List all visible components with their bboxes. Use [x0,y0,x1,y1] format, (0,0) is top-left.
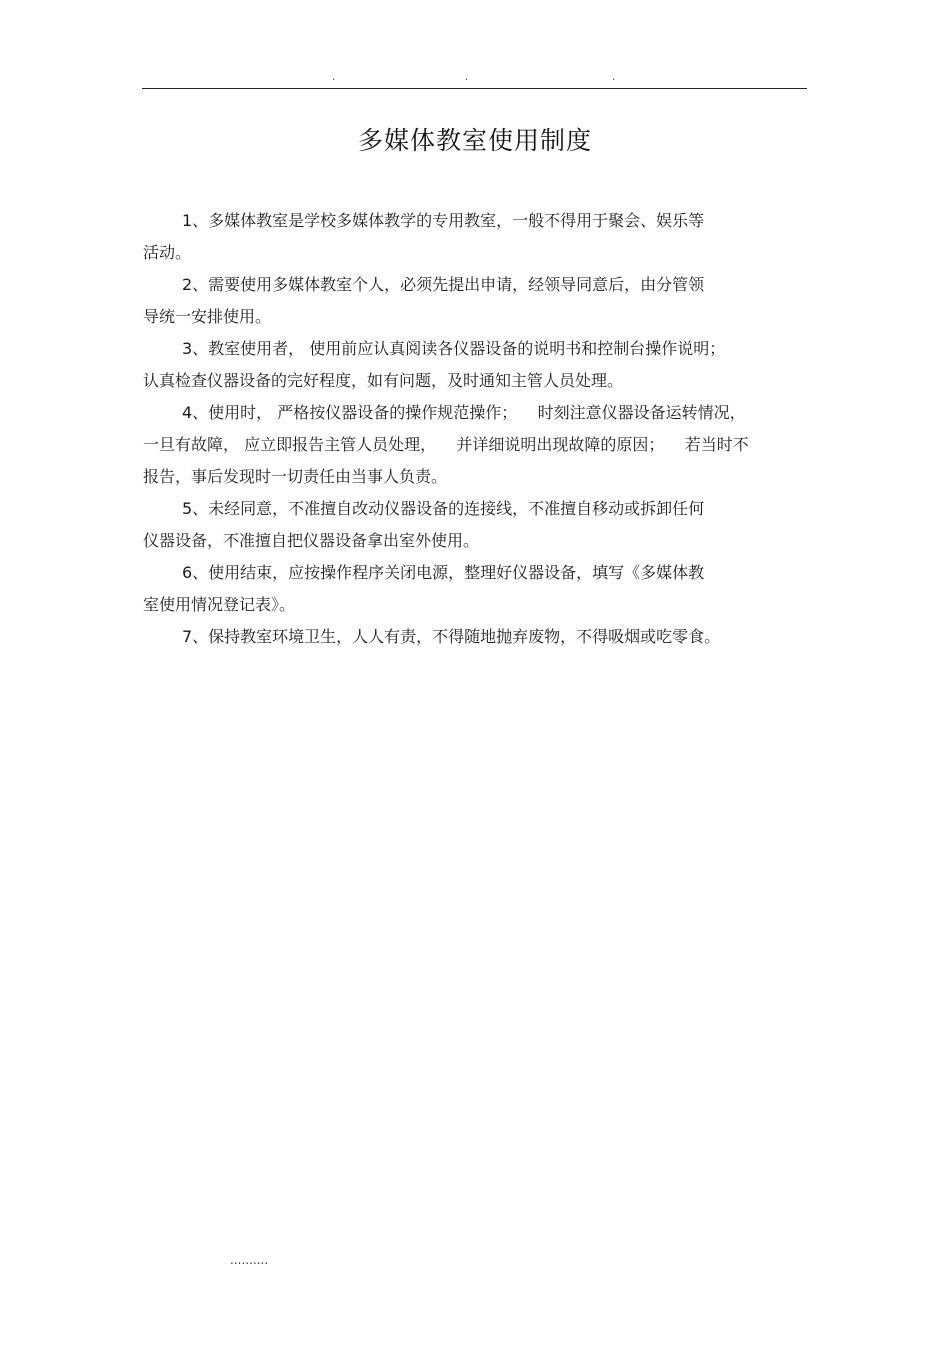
paragraph-line: 报告，事后发现时一切责任由当事人负责。 [143,467,448,486]
paragraph-line: 6、使用结束，应按操作程序关闭电源，整理好仪器设备，填写《多媒体教 [182,563,705,582]
paragraph-line: 3、教室使用者， 使用前应认真阅读各仪器设备的说明书和控制台操作说明； [182,339,726,358]
header-rule [142,88,807,89]
document-body [143,205,808,653]
paragraph-line: 一旦有故障， 应立即报告主管人员处理， 并详细说明出现故障的原因； 若当时不 [143,435,749,454]
paragraph-line: 7、保持教室环境卫生，人人有责，不得随地抛弃废物，不得吸烟或吃零食。 [182,627,721,646]
paragraph-line: 2、需要使用多媒体教室个人，必须先提出申请，经领导同意后，由分管领 [182,275,705,294]
paragraph-5 [143,493,808,557]
header-dots [142,70,807,86]
paragraph-line: 认真检查仪器设备的完好程度，如有问题，及时通知主管人员处理。 [143,371,624,390]
paragraph-line: 仪器设备，不准擅自把仪器设备拿出室外使用。 [143,531,480,550]
header-dot: . [332,72,336,83]
paragraph-6 [143,557,808,621]
paragraph-line: 室使用情况登记表》。 [143,595,296,614]
paragraph-line: 4、使用时， 严格按仪器设备的操作规范操作； 时刻注意仪器设备运转情况， [182,403,746,422]
paragraph-7 [143,621,808,653]
document-title: 多媒体教室使用制度 [357,126,592,155]
paragraph-line: 活动。 [143,243,192,262]
paragraph-4 [143,397,808,493]
header-dot: . [612,72,616,83]
paragraph-3 [143,333,808,397]
paragraph-line: 1、多媒体教室是学校多媒体教学的专用教室，一般不得用于聚会、娱乐等 [182,211,705,230]
footer-dots: .......... [230,1253,269,1267]
paragraph-2 [143,269,808,333]
header-dot: . [465,72,469,83]
paragraph-line: 5、未经同意，不准擅自改动仪器设备的连接线，不准擅自移动或拆卸任何 [182,499,705,518]
paragraph-line: 导统一安排使用。 [143,307,272,326]
paragraph-1 [143,205,808,269]
